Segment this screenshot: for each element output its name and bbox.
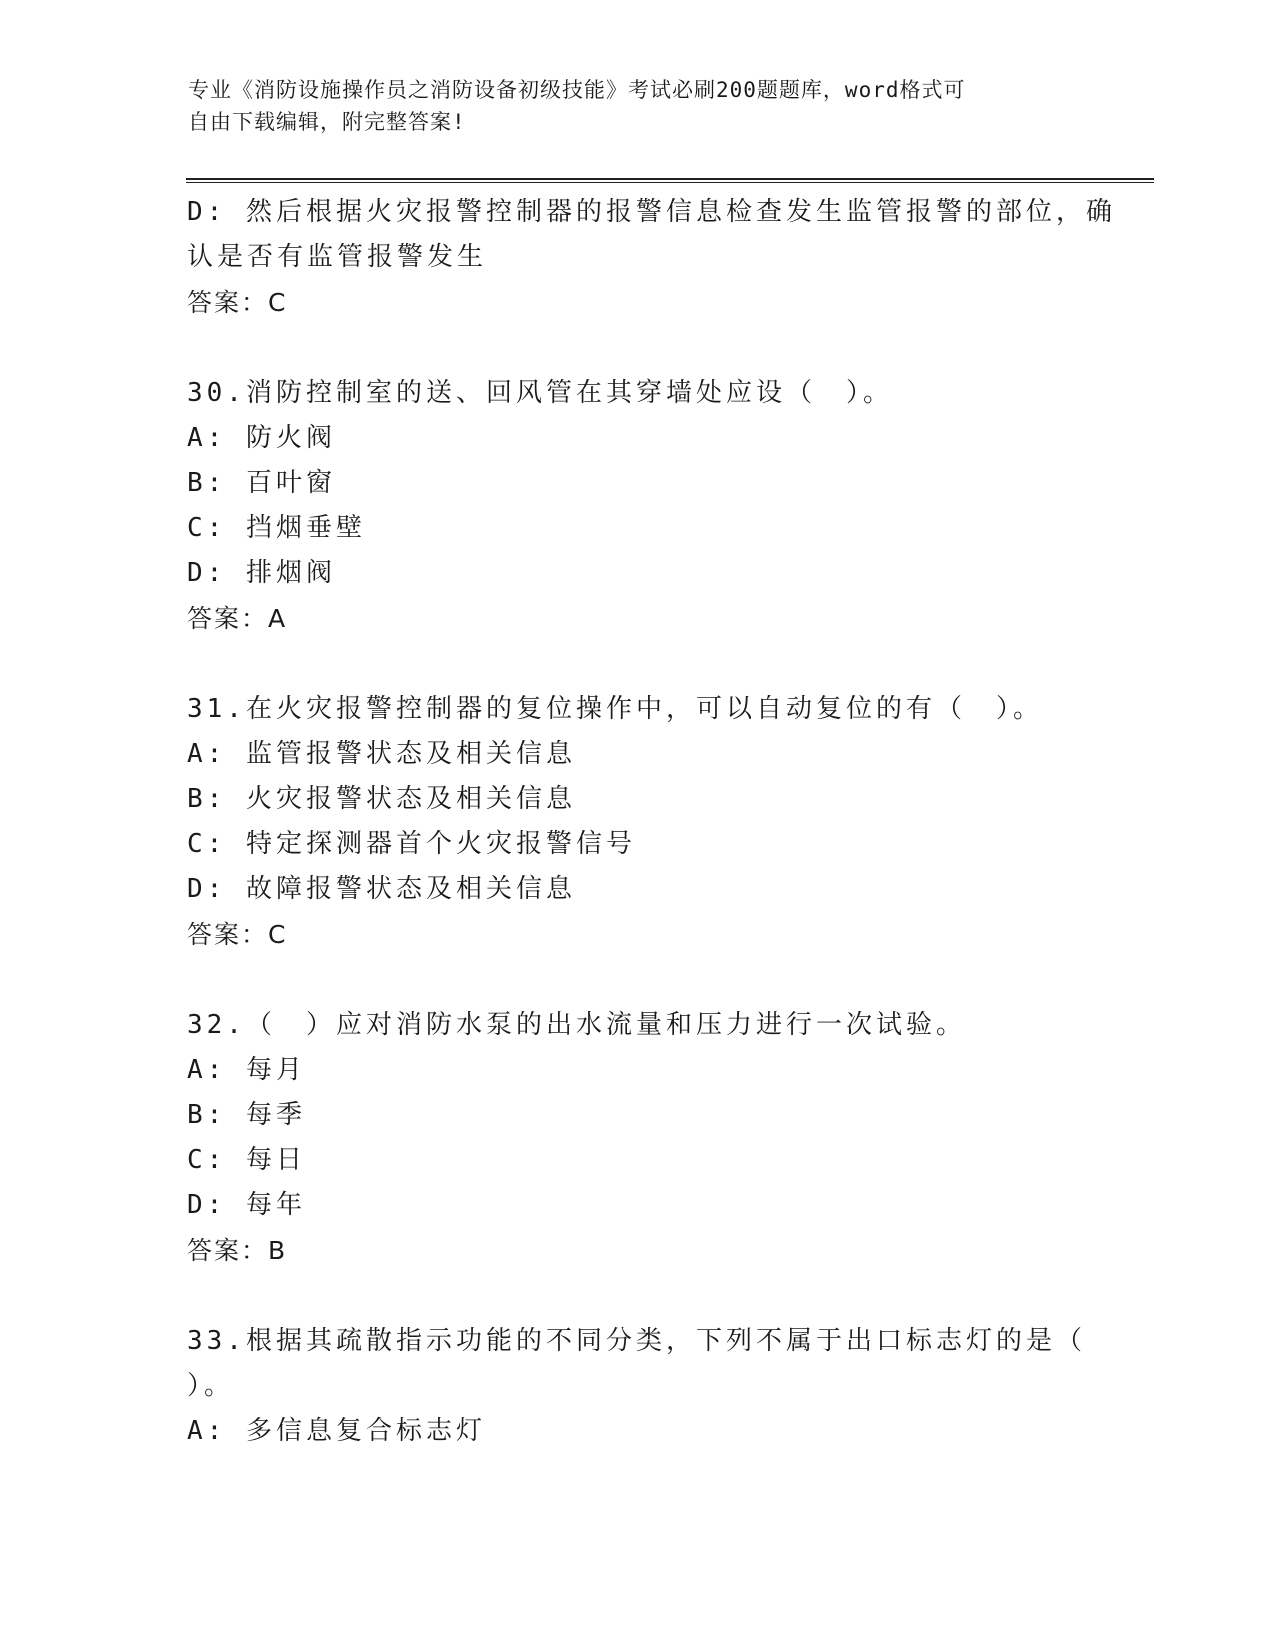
question-stem: 30.消防控制室的送、回风管在其穿墙处应设（ ）。 — [187, 378, 893, 408]
option-b: B: 每季 — [187, 1100, 306, 1130]
question-stem: 33.根据其疏散指示功能的不同分类，下列不属于出口标志灯的是（ — [187, 1326, 1086, 1356]
option-d: D: 排烟阀 — [187, 558, 336, 588]
question-32 — [187, 1003, 1087, 1273]
answer-label: 答案：B — [187, 1236, 288, 1265]
option-a: A: 监管报警状态及相关信息 — [187, 739, 576, 769]
option-d: D: 每年 — [187, 1190, 306, 1220]
question-33 — [187, 1319, 1087, 1454]
question-31 — [187, 687, 1087, 957]
question-30 — [187, 371, 1087, 641]
spacer — [187, 957, 1087, 1003]
option-d: D: 故障报警状态及相关信息 — [187, 874, 576, 904]
question-stem: 31.在火灾报警控制器的复位操作中，可以自动复位的有（ ）。 — [187, 694, 1043, 724]
option-c: C: 挡烟垂壁 — [187, 513, 366, 543]
option-b: B: 百叶窗 — [187, 468, 336, 498]
answer-label: 答案：C — [187, 920, 288, 949]
option-d: D: 然后根据火灾报警控制器的报警信息检查发生监管报警的部位，确 — [187, 197, 1116, 227]
question-stem-continued: ）。 — [187, 1371, 235, 1401]
spacer — [187, 641, 1087, 687]
answer-label: 答案：C — [187, 288, 288, 317]
option-a: A: 多信息复合标志灯 — [187, 1416, 486, 1446]
answer-label: 答案：A — [187, 604, 288, 633]
option-c: C: 特定探测器首个火灾报警信号 — [187, 829, 636, 859]
option-c: C: 每日 — [187, 1145, 306, 1175]
header-line-1: 专业《消防设施操作员之消防设备初级技能》考试必刷200题题库，word格式可 — [188, 78, 966, 102]
option-a: A: 每月 — [187, 1055, 306, 1085]
spacer — [187, 325, 1087, 371]
header-line-2: 自由下载编辑，附完整答案! — [188, 110, 466, 134]
question-content — [187, 190, 1116, 1454]
question-29-tail — [187, 190, 1116, 325]
question-stem: 32.（ ）应对消防水泵的出水流量和压力进行一次试验。 — [187, 1010, 966, 1040]
option-a: A: 防火阀 — [187, 423, 336, 453]
spacer — [187, 1273, 1087, 1319]
header-divider — [186, 178, 1154, 183]
option-d-continued: 认是否有监管报警发生 — [187, 242, 488, 272]
option-b: B: 火灾报警状态及相关信息 — [187, 784, 576, 814]
document-header — [188, 74, 1088, 138]
